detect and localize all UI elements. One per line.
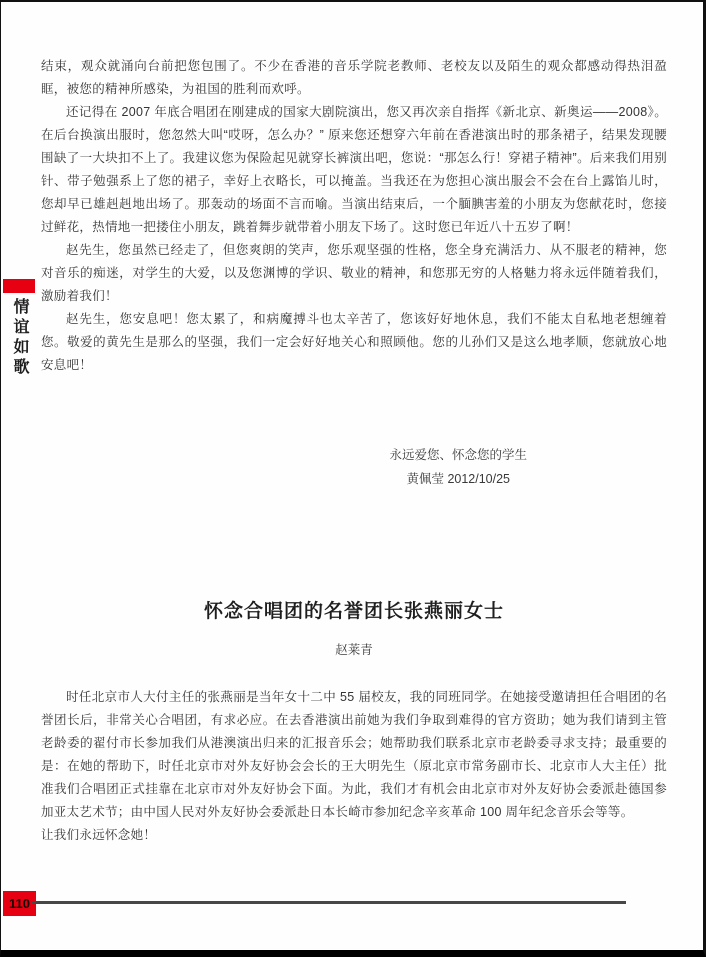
article-body bbox=[41, 686, 667, 847]
side-tab-red-block bbox=[3, 279, 35, 293]
signoff-line: 黄佩莹 2012/10/25 bbox=[406, 472, 511, 486]
page-number-badge: 110 bbox=[3, 891, 36, 916]
side-tab-chapter-title: 情谊如歌 bbox=[11, 298, 30, 378]
footer-rule bbox=[31, 901, 626, 904]
memorial-paragraph: 结束，观众就涌向台前把您包围了。不少在香港的音乐学院老教师、老校友以及陌生的观众都感动得热泪盈眶，被您的精神所感染，为祖国的胜利而欢呼。 bbox=[41, 59, 667, 96]
article bbox=[41, 597, 667, 847]
memorial-paragraph: 赵先生，您虽然已经走了，但您爽朗的笑声，您乐观坚强的性格，您全身充满活力、从不服老的精神，您对音乐的痴迷，对学生的大爱，以及您渊博的学识、敬业的精神，和您那无穷的人格魅力将永远伴随着我们，激励着我们！ bbox=[41, 243, 667, 303]
article-paragraph: 让我们永远怀念她！ bbox=[41, 828, 157, 842]
article-author: 赵莱青 bbox=[335, 643, 373, 657]
article-title: 怀念合唱团的名誉团长张燕丽女士 bbox=[203, 601, 504, 622]
signature-line: 永远爱您、怀念您的学生 bbox=[389, 448, 527, 462]
memorial-letter bbox=[41, 55, 667, 491]
signature-block bbox=[389, 443, 527, 491]
article-paragraph: 时任北京市人大付主任的张燕丽是当年女十二中 55 届校友，我的同班同学。在她接受邀请担任合唱团的名誉团长后，非常关心合唱团，有求必应。在去香港演出前她为我们争取到难得的官方资助；她为我们请到主管老龄委的翟付市长参加我们从港澳演出归来的汇报音乐会；她帮助我们联系北京市老龄委寻求支持；最重要的是：在她的帮助下，时任北京市对外友好协会会长的王大明先生（原北京市常务副市长、北京市人大主任）批准我们合唱团正式挂靠在北京市对外友好协会下面。为此，我们才有机会由北京市对外友好协会委派赴德国参加亚太艺术节；由中国人民对外友好协会委派赴日本长崎市参加纪念辛亥革命 100 周年纪念音乐会等等。 bbox=[41, 690, 667, 819]
memorial-paragraph: 赵先生，您安息吧！您太累了，和病魔搏斗也太辛苦了，您该好好地休息，我们不能太自私地老想缠着您。敬爱的黄先生是那么的坚强，我们一定会好好地关心和照顾他。您的儿孙们又是这么地孝顺，您就放心地安息吧！ bbox=[41, 312, 667, 372]
memorial-paragraph: 还记得在 2007 年底合唱团在刚建成的国家大剧院演出，您又再次亲自指挥《新北京、新奥运——2008》。在后台换演出服时，您忽然大叫“哎呀，怎么办？” 原来您还想穿六年前在香港演出时的那条裙子，结果发现腰围缺了一大块扣不上了。我建议您为保险起见就穿长裤演出吧，您说：“那怎么行！穿裙子精神”。后来我们用别针、带子勉强系上了您的裙子，幸好上衣略长，可以掩盖。当我还在为您担心演出服会不会在台上露馅儿时，您却早已雄赳赳地出场了。那轰动的场面不言而喻。当演出结束后，一个腼腆害羞的小朋友为您献花时，您接过鲜花，热情地一把搂住小朋友，跳着舞步就带着小朋友下场了。这时您已年近八十五岁了啊！ bbox=[41, 105, 667, 234]
page-content bbox=[1, 2, 703, 847]
